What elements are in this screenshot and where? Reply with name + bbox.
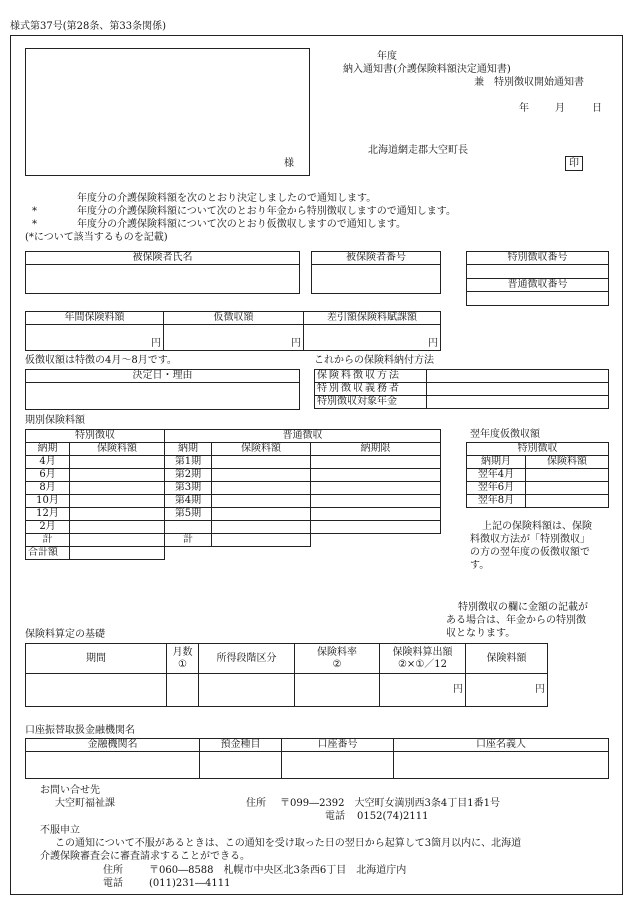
nm-deadline-cell[interactable] bbox=[311, 469, 441, 482]
normal-no-header: 普通徴収番号 bbox=[467, 279, 609, 292]
sp-amount-h: 保険料額 bbox=[70, 443, 165, 456]
year-label: 年度 bbox=[377, 51, 397, 62]
insured-name-table bbox=[25, 251, 300, 294]
rate-num: ② bbox=[332, 658, 342, 670]
next-year-table bbox=[466, 442, 609, 508]
notice-star-1: * bbox=[32, 206, 37, 217]
periodic-title: 期別保険料額 bbox=[25, 415, 85, 426]
nm-amount-h: 保険料額 bbox=[212, 443, 311, 456]
basis-table bbox=[25, 643, 548, 707]
basis-calc-yen: 円 bbox=[380, 674, 466, 707]
nm-deadline-cell[interactable] bbox=[311, 495, 441, 508]
nm-amount-cell[interactable] bbox=[212, 456, 311, 469]
notice-star-2: * bbox=[32, 219, 37, 230]
ny-amount-h: 保険料額 bbox=[526, 456, 609, 469]
special-no-cell[interactable] bbox=[467, 265, 609, 279]
notice-note: (*について該当するものを記載) bbox=[25, 232, 168, 243]
next-year-title: 翌年度仮徴収額 bbox=[470, 429, 540, 440]
contact-address: 〒099―2392 大空町女満別西3条4丁目1番1号 bbox=[280, 798, 500, 809]
appeal-title: 不服申立 bbox=[40, 825, 80, 836]
method-row-1: 保険料徴収方法 bbox=[315, 370, 427, 383]
sp-amount-cell[interactable] bbox=[70, 521, 165, 534]
basis-premium-h: 保険料額 bbox=[466, 644, 548, 674]
sp-total-cell[interactable] bbox=[70, 534, 165, 547]
seal-mark: 印 bbox=[565, 156, 583, 171]
nm-period: 第1期 bbox=[165, 456, 212, 469]
nm-amount-cell[interactable] bbox=[212, 521, 311, 534]
method-value-2[interactable] bbox=[427, 383, 609, 396]
insured-number-table bbox=[311, 251, 441, 294]
ny-month: 翌年6月 bbox=[467, 482, 526, 495]
bank-holder-h: 口座名義人 bbox=[394, 739, 609, 752]
calc-formula: ②×①／12 bbox=[397, 658, 448, 670]
notice-line2: 年度分の介護保険料額について次のとおり年金から特別徴収しますので通知します。 bbox=[77, 206, 456, 217]
annual-header: 年間保険料額 bbox=[26, 312, 164, 325]
sp-month: 2月 bbox=[26, 521, 70, 534]
contact-title: お問い合せ先 bbox=[40, 785, 100, 796]
ny-amount-cell[interactable] bbox=[526, 495, 609, 508]
bank-account-cell[interactable] bbox=[282, 752, 394, 779]
ny-amount-cell[interactable] bbox=[526, 482, 609, 495]
amounts-table bbox=[25, 311, 441, 351]
bank-name-h: 金融機関名 bbox=[26, 739, 200, 752]
sp-month: 6月 bbox=[26, 469, 70, 482]
provisional-yen: 円 bbox=[164, 325, 304, 351]
method-row-3: 特別徴収対象年金 bbox=[315, 396, 427, 409]
contact-tel-label: 電話 bbox=[325, 811, 345, 822]
nm-deadline-cell[interactable] bbox=[311, 456, 441, 469]
payment-methods-table bbox=[314, 369, 609, 409]
basis-income-h: 所得段階区分 bbox=[199, 644, 295, 674]
ny-amount-cell[interactable] bbox=[526, 469, 609, 482]
method-row-2: 特別徴収義務者 bbox=[315, 383, 427, 396]
bank-holder-cell[interactable] bbox=[394, 752, 609, 779]
bank-type-cell[interactable] bbox=[200, 752, 282, 779]
bank-account-h: 口座番号 bbox=[282, 739, 394, 752]
normal-header: 普通徴収 bbox=[165, 430, 441, 443]
nm-period: 第4期 bbox=[165, 495, 212, 508]
contact-address-label: 住所 bbox=[246, 798, 266, 809]
grand-total-label: 合計額 bbox=[26, 547, 70, 560]
nm-amount-cell[interactable] bbox=[212, 482, 311, 495]
notice-line1: 年度分の介護保険料額を次のとおり決定しましたので通知します。 bbox=[77, 193, 377, 204]
rate-label: 保険料率 bbox=[317, 646, 357, 658]
nm-deadline-h: 納期限 bbox=[311, 443, 441, 456]
decision-cell[interactable] bbox=[26, 383, 300, 410]
contact-dept: 大空町福祉課 bbox=[55, 798, 115, 809]
nm-period: 第5期 bbox=[165, 508, 212, 521]
diff-yen: 円 bbox=[304, 325, 441, 351]
grand-total-cell[interactable] bbox=[70, 547, 165, 560]
appeal-tel: (011)231―4111 bbox=[149, 878, 231, 889]
periodic-table bbox=[25, 429, 441, 560]
insured-name-cell[interactable] bbox=[26, 265, 300, 294]
nm-blank bbox=[311, 534, 441, 547]
sp-month: 12月 bbox=[26, 508, 70, 521]
basis-months-cell[interactable] bbox=[167, 674, 199, 707]
title-line2: 兼 特別徴収開始通知書 bbox=[474, 77, 584, 88]
nm-period: 第3期 bbox=[165, 482, 212, 495]
address-box bbox=[25, 48, 310, 176]
basis-premium-yen: 円 bbox=[466, 674, 548, 707]
date-year: 年 bbox=[519, 103, 529, 114]
title-line1: 納入通知書(介護保険料額決定通知書) bbox=[343, 64, 511, 75]
sp-month: 4月 bbox=[26, 456, 70, 469]
diff-header: 差引額保険料賦課額 bbox=[304, 312, 441, 325]
nm-period-h: 納期 bbox=[165, 443, 212, 456]
contact-tel: 0152(74)2111 bbox=[357, 811, 429, 822]
normal-no-cell[interactable] bbox=[467, 292, 609, 306]
basis-period-h: 期間 bbox=[26, 644, 167, 674]
nm-deadline-cell[interactable] bbox=[311, 482, 441, 495]
special-note-2: ある場合は、年金からの特別徴 bbox=[446, 615, 586, 626]
appeal-tel-label: 電話 bbox=[103, 878, 123, 889]
special-no-header: 特別徴収番号 bbox=[467, 252, 609, 265]
ny-month: 翌年4月 bbox=[467, 469, 526, 482]
sp-period-h: 納期 bbox=[26, 443, 70, 456]
basis-rate-cell[interactable] bbox=[295, 674, 380, 707]
ny-note-3: の方の翌年度の仮徴収額で bbox=[470, 547, 590, 558]
sp-month: 10月 bbox=[26, 495, 70, 508]
insured-name-header: 被保険者氏名 bbox=[26, 252, 300, 265]
date-month: 月 bbox=[555, 103, 565, 114]
decision-table bbox=[25, 369, 300, 410]
sp-amount-cell[interactable] bbox=[70, 469, 165, 482]
blank bbox=[165, 547, 441, 560]
appeal-line1: この通知について不服があるときは、この通知を受け取った日の翌日から起算して3箇月以内に、北海道 bbox=[55, 838, 522, 849]
sp-total-label: 計 bbox=[26, 534, 70, 547]
special-note-1: 特別徴収の欄に金額の記載が bbox=[458, 602, 588, 613]
method-value-3[interactable] bbox=[427, 396, 609, 409]
collection-number-table bbox=[466, 251, 609, 306]
bank-name-cell[interactable] bbox=[26, 752, 200, 779]
payment-methods-title: これからの保険料納付方法 bbox=[314, 355, 434, 366]
ny-special-header: 特別徴収 bbox=[467, 443, 609, 456]
nm-period: 第2期 bbox=[165, 469, 212, 482]
nm-amount-cell[interactable] bbox=[212, 469, 311, 482]
sama-label: 様 bbox=[284, 158, 294, 169]
provisional-header: 仮徴収額 bbox=[164, 312, 304, 325]
appeal-line2: 介護保険審査会に審査請求することができる。 bbox=[40, 851, 250, 862]
insured-number-header: 被保険者番号 bbox=[312, 252, 441, 265]
issuer: 北海道網走郡大空町長 bbox=[368, 145, 468, 156]
nm-total-label: 計 bbox=[165, 534, 212, 547]
nm-amount-cell[interactable] bbox=[212, 508, 311, 521]
calc-label: 保険料算出額 bbox=[392, 646, 453, 658]
special-header: 特別徴収 bbox=[26, 430, 165, 443]
bank-table bbox=[25, 738, 609, 779]
insured-number-cell[interactable] bbox=[312, 265, 441, 294]
basis-calc-h bbox=[380, 644, 466, 674]
sp-amount-cell[interactable] bbox=[70, 495, 165, 508]
form-label: 様式第37号(第28条、第33条関係) bbox=[10, 21, 166, 32]
nm-deadline-cell[interactable] bbox=[311, 521, 441, 534]
nm-amount-cell[interactable] bbox=[212, 495, 311, 508]
basis-income-cell[interactable] bbox=[199, 674, 295, 707]
ny-month-h: 納期月 bbox=[467, 456, 526, 469]
months-label: 月数 bbox=[172, 646, 193, 658]
provisional-note: 仮徴収額は特徴の4月～8月です。 bbox=[25, 355, 177, 366]
basis-months-h bbox=[167, 644, 199, 674]
ny-note-1: 上記の保険料額は、保険 bbox=[482, 521, 592, 532]
appeal-address: 〒060―8588 札幌市中央区北3条西6丁目 北海道庁内 bbox=[149, 865, 407, 876]
nm-total-cell[interactable] bbox=[212, 534, 311, 547]
decision-header: 決定日・理由 bbox=[26, 370, 300, 383]
sp-amount-cell[interactable] bbox=[70, 482, 165, 495]
method-value-1[interactable] bbox=[427, 370, 609, 383]
months-num: ① bbox=[178, 658, 187, 670]
date-day: 日 bbox=[592, 103, 602, 114]
notice-line3: 年度分の介護保険料額について次のとおり仮徴収しますので通知します。 bbox=[77, 219, 406, 230]
sp-amount-cell[interactable] bbox=[70, 456, 165, 469]
sp-amount-cell[interactable] bbox=[70, 508, 165, 521]
basis-rate-h bbox=[295, 644, 380, 674]
basis-title: 保険料算定の基礎 bbox=[25, 629, 105, 640]
annual-yen: 円 bbox=[26, 325, 164, 351]
ny-month: 翌年8月 bbox=[467, 495, 526, 508]
nm-deadline-cell[interactable] bbox=[311, 508, 441, 521]
sp-month: 8月 bbox=[26, 482, 70, 495]
basis-period-cell[interactable] bbox=[26, 674, 167, 707]
special-note-3: 収となります。 bbox=[446, 628, 516, 639]
nm-empty bbox=[165, 521, 212, 534]
appeal-address-label: 住所 bbox=[103, 865, 123, 876]
ny-note-2: 料徴収方法が「特別徴収」 bbox=[470, 534, 590, 545]
bank-title: 口座振替取扱金融機関名 bbox=[25, 725, 135, 736]
ny-note-4: す。 bbox=[470, 560, 490, 571]
bank-type-h: 預金種目 bbox=[200, 739, 282, 752]
